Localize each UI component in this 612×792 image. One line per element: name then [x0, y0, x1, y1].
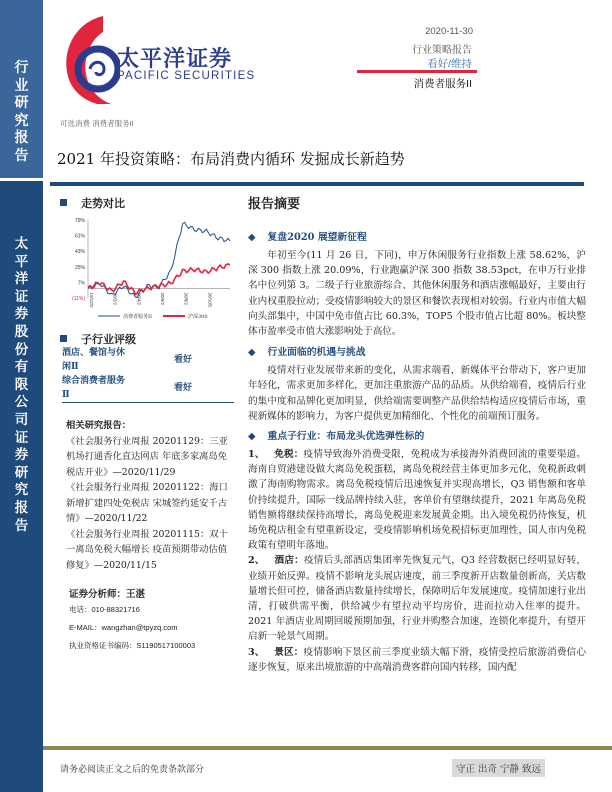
section-heading: ◆ 重点子行业：布局龙头优选弹性标的	[248, 431, 425, 443]
sidebar-report-type: 行业研究报告	[14, 60, 29, 164]
company-motto: 守正 出奇 宁静 致远	[452, 759, 545, 777]
analyst-phone: 电话：010-88321716	[69, 605, 140, 614]
brand-name-en: PACIFIC SECURITIES	[117, 70, 256, 82]
y-tick-label: 7%	[77, 280, 85, 287]
related-report-link[interactable]: 《社会服务行业周报 20201122：海口新增扩建四处免税店 宋城签约延安千古情》—2020/11/22	[66, 482, 228, 524]
legend-label: 沪深300	[188, 314, 208, 320]
summary-body	[248, 230, 586, 675]
y-tick-label: 43%	[74, 249, 85, 256]
paragraph: 疫情对行业发展带来新的变化，从需求端看，新媒体平台带动下，客户更加年轻化，需求更加多样化，更加注重旅游产品的品质。从供给端看，疫情后行业的集中度和品牌化更加明显，供给端需要调整产品供给结构适应疫情后市场，重视新媒体的影响力，为客户提供更加精细化、个性化的前端预订服务。	[248, 365, 586, 422]
sector-name: 消费者服务II	[413, 78, 472, 90]
disclaimer-note: 请务必阅读正文之后的免责条款部分	[60, 765, 205, 775]
title-rule	[50, 182, 584, 186]
x-tick-label: 20/2/2	[112, 292, 118, 305]
analyst-email[interactable]: E-MAIL：wangzhan@tpyzq.com	[69, 623, 178, 632]
y-tick-label: (11%)	[72, 296, 85, 302]
square-bullet-icon	[60, 199, 67, 206]
breadcrumb: 可选消费 消费者服务II	[60, 119, 134, 128]
report-date: 2020-11-30	[425, 26, 473, 37]
x-tick-label: 20/6/2	[160, 292, 165, 305]
analyst-license: 执业资格证书编码：S1190517100003	[69, 641, 196, 650]
diamond-bullet-icon: ◆	[248, 431, 256, 443]
x-tick-label: 20/8/2	[183, 292, 189, 305]
list-item: 3、 景区：疫情影响下景区前三季度业绩大幅下滑，疫情受控后旅游消费信心逐步恢复，原来出境旅游的中高端消费客群向国内转移，国内配	[248, 646, 586, 673]
diamond-bullet-icon: ◆	[248, 232, 256, 243]
square-bullet-icon	[60, 335, 67, 342]
related-report-link[interactable]: 《社会服务行业周报 20201115：双十一离岛免税大幅增长 疫苗预期带动估值修复》—2020/11/15	[66, 528, 228, 571]
y-tick-label: 25%	[74, 264, 85, 271]
sub-rating-table	[62, 346, 234, 403]
related-heading: 相关研究报告：	[66, 420, 132, 431]
report-type: 行业策略报告	[412, 45, 472, 56]
header-red-rule	[357, 70, 477, 73]
x-tick-label: 19/12/2	[89, 292, 94, 308]
sidebar-company: 太平洋证券股份有限公司证券研究报告	[14, 236, 29, 534]
footer-rule	[43, 746, 612, 750]
x-tick-label: 20/10/2	[207, 292, 213, 308]
trend-heading: 走势对比	[60, 192, 232, 211]
section-heading: ◆ 复盘2020 展望新征程	[248, 232, 367, 243]
list-item: 2、 酒店：疫情后头部酒店集团率先恢复元气，Q3 经营数据已经明显好转，业绩开始反弹。疫情不影响龙头展店速度，前三季度新开店数量创新高，关店数量增长但可控，储备酒店数量持续增长，保障明后年发展速度。疫情加速行业出清，打破供需平衡，供给减少有望拉动平均房价，进而拉动入住率的提升。2021 年酒店业周期回暖预期加强，行业并购整合加速，连锁化率提升，有望开启新一轮景气周期。	[248, 555, 586, 643]
pacific-logo-icon	[60, 14, 120, 104]
legend-label: 消费者服务II	[123, 314, 152, 320]
industry-rating: 看好/维持	[427, 58, 472, 70]
trend-chart	[58, 212, 238, 322]
list-item: 1、 免税：疫情导致海外消费受限，免税成为承接海外消费回流的重要渠道。海南自贸港建设做大离岛免税蛋糕，离岛免税经营主体更加多元化，免税新政刺激了海南购物需求。离岛免税疫情后迅速恢复并实现高增长，Q3 销售额和客单价持续提升，国际一线品牌持续入驻，客单价有望继续提升，2021 年离岛免税销售额将继续保持高增长，离岛免税迎来发展黄金期。出入境免税仍待恢复，机场免税店租金有望重新设定，受疫情影响机场免税招标更加理性，国人市内免税政策有望明年落地。	[248, 449, 586, 552]
related-report-link[interactable]: 《社会服务行业周报 20201129：三亚机场打通香化直达网店 年底多家离岛免税店开业》—2020/11/29	[66, 435, 228, 478]
sub-rating-heading: 子行业评级	[60, 328, 232, 347]
x-tick-label: 20/4/2	[136, 292, 142, 305]
analyst-block	[69, 586, 241, 655]
paragraph: 年初至今(11 月 26 日，下同)，申万休闲服务行业指数上涨 58.62%，沪深 300 指数上涨 20.09%，行业跑赢沪深 300 指数 38.53pct，在申万行业排名中位列第 3。二级子行业旅游综合、其他休闲服务和酒店涨幅最好，主要由行业内权重股拉动；受疫情影响较大的景区和餐饮表现相对较弱。行业内市值大幅向头部集中，中国中免市值占比 60.3%，TOP5 个股市值占比超 80%。板块整体市盈率受市值大涨影响处于高位。	[248, 250, 586, 338]
brand-name-cn: 太平洋证券	[117, 47, 233, 72]
analyst-name: 证券分析师：王湛	[69, 589, 146, 600]
series-line-hs300	[88, 264, 230, 295]
y-tick-label: 79%	[74, 218, 85, 224]
rating-row: 综合消费者服务Ⅱ 看好	[62, 376, 193, 400]
related-reports	[66, 418, 236, 573]
diamond-bullet-icon: ◆	[248, 347, 256, 359]
page-title: 2021 年投资策略：布局消费内循环 发掘成长新趋势	[57, 150, 405, 168]
section-heading: ◆ 行业面临的机遇与挑战	[248, 347, 366, 359]
summary-heading: 报告摘要	[248, 197, 301, 212]
y-tick-label: 61%	[74, 233, 85, 240]
rating-row: 酒店、餐馆与休闲Ⅱ 看好	[62, 348, 193, 372]
